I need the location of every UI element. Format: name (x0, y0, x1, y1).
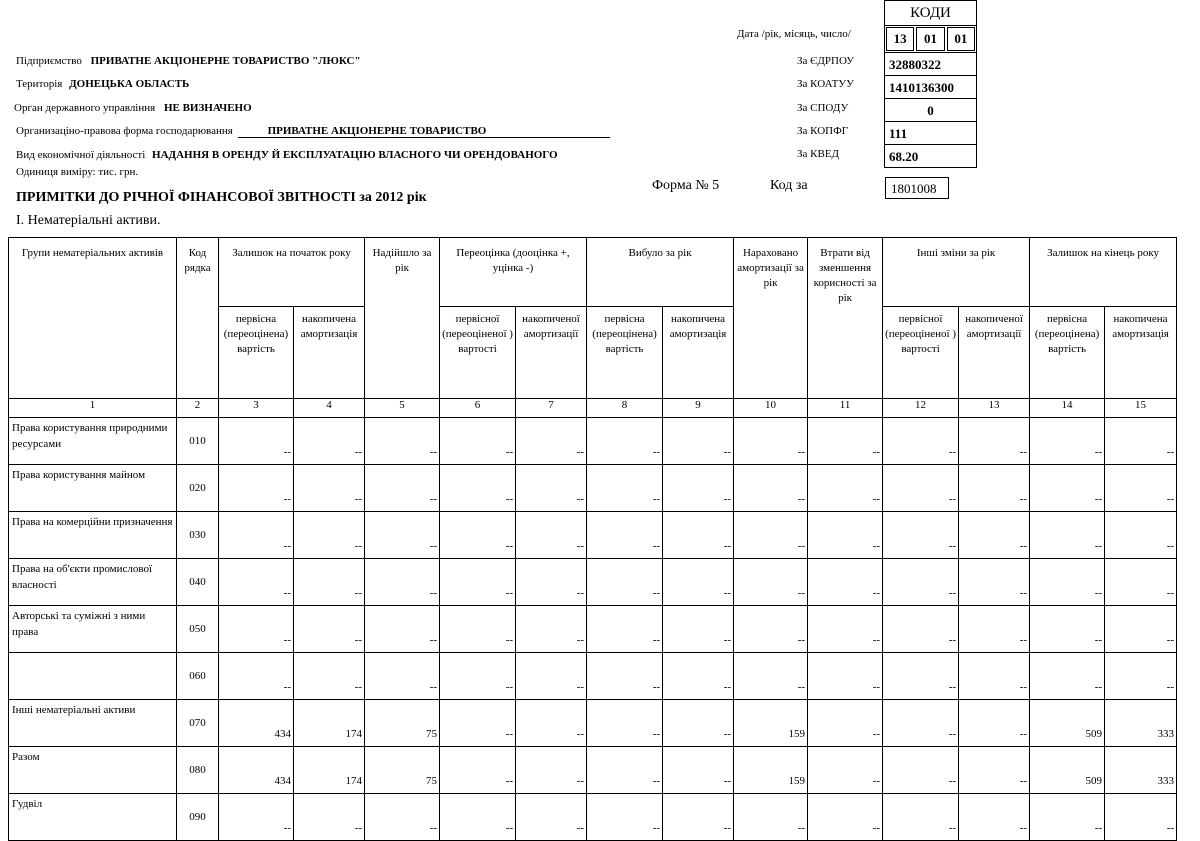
row-name: Інші нематеріальні активи (9, 700, 177, 747)
row-value-col-11: -- (808, 794, 883, 841)
territory-label: Територія (16, 78, 63, 90)
subheader-c13: накопиченої амортизації (959, 307, 1030, 399)
edrpou-label: За ЄДРПОУ (797, 55, 855, 67)
row-value-col-15: -- (1105, 653, 1177, 700)
row-value-col-7: -- (516, 465, 587, 512)
row-code: 070 (177, 700, 219, 747)
column-number: 13 (959, 399, 1030, 418)
row-name: Права користування природними ресурсами (9, 418, 177, 465)
table-row (9, 465, 1177, 512)
row-value-col-13: -- (959, 700, 1030, 747)
row-value-col-15: -- (1105, 512, 1177, 559)
row-value-col-12: -- (883, 465, 959, 512)
header-received: Надійшло за рік (365, 238, 440, 399)
row-value-col-11: -- (808, 559, 883, 606)
row-value-col-5: -- (365, 559, 440, 606)
authority-label: Орган державного управління (14, 102, 156, 114)
row-value-col-3: -- (219, 794, 294, 841)
intangible-assets-table (8, 237, 1177, 841)
row-value-col-4: -- (294, 794, 365, 841)
row-value-col-4: 174 (294, 747, 365, 794)
row-value-col-10: 159 (734, 747, 808, 794)
header-groups: Групи нематеріальних активів (9, 238, 177, 399)
row-value-col-10: -- (734, 606, 808, 653)
unit-label: Одиниця виміру: тис. грн. (16, 166, 139, 178)
territory-field (16, 78, 189, 90)
row-value-col-8: -- (587, 559, 663, 606)
column-number: 7 (516, 399, 587, 418)
row-value-col-12: -- (883, 606, 959, 653)
row-name: Авторські та суміжні з ними права (9, 606, 177, 653)
row-value-col-12: -- (883, 418, 959, 465)
row-value-col-13: -- (959, 512, 1030, 559)
row-value-col-4: -- (294, 606, 365, 653)
date-year: 13 (886, 27, 914, 51)
row-name: Разом (9, 747, 177, 794)
row-code: 060 (177, 653, 219, 700)
edrpou-value: 32880322 (885, 53, 976, 76)
table-row (9, 512, 1177, 559)
row-code: 080 (177, 747, 219, 794)
row-value-col-7: -- (516, 512, 587, 559)
header-revaluation: Переоцінка (дооцінка +, уцінка -) (440, 238, 587, 307)
row-value-col-7: -- (516, 747, 587, 794)
column-number: 6 (440, 399, 516, 418)
row-value-col-9: -- (663, 653, 734, 700)
row-value-col-14: -- (1030, 653, 1105, 700)
row-value-col-8: -- (587, 465, 663, 512)
legal-form-value: ПРИВАТНЕ АКЦІОНЕРНЕ ТОВАРИСТВО (267, 125, 487, 137)
header-disposed: Вибуло за рік (587, 238, 734, 307)
header-balance-start: Залишок на початок року (219, 238, 365, 307)
header-other-changes: Інші зміни за рік (883, 238, 1030, 307)
row-value-col-15: -- (1105, 794, 1177, 841)
row-value-col-10: 159 (734, 700, 808, 747)
header-amortization: Нараховано амортизації за рік (734, 238, 808, 399)
territory-value: ДОНЕЦЬКА ОБЛАСТЬ (69, 78, 190, 90)
activity-label: Вид економічної діяльності (16, 149, 146, 161)
row-value-col-13: -- (959, 794, 1030, 841)
header-impairment: Втрати від зменшення корисності за рік (808, 238, 883, 399)
row-value-col-4: -- (294, 465, 365, 512)
row-value-col-9: -- (663, 606, 734, 653)
subheader-c4: накопичена амортизація (294, 307, 365, 399)
legal-form-line (238, 125, 610, 138)
row-value-col-13: -- (959, 653, 1030, 700)
row-value-col-13: -- (959, 559, 1030, 606)
row-value-col-3: -- (219, 465, 294, 512)
header-balance-end: Залишок на кінець року (1030, 238, 1177, 307)
row-value-col-4: -- (294, 512, 365, 559)
header-row-code: Код рядка (177, 238, 219, 399)
row-value-col-4: -- (294, 418, 365, 465)
row-value-col-7: -- (516, 559, 587, 606)
row-value-col-5: -- (365, 653, 440, 700)
legal-form-label: Организаціно-правова форма господарювання (16, 125, 233, 137)
row-value-col-6: -- (440, 559, 516, 606)
column-number: 5 (365, 399, 440, 418)
row-value-col-6: -- (440, 747, 516, 794)
row-value-col-3: 434 (219, 747, 294, 794)
row-value-col-6: -- (440, 606, 516, 653)
form-title: ПРИМІТКИ ДО РІЧНОЇ ФІНАНСОВОЇ ЗВІТНОСТІ за 2012 рік (16, 190, 427, 205)
date-day: 01 (947, 27, 975, 51)
date-label: Дата /рік, місяць, число/ (737, 28, 851, 40)
row-code: 050 (177, 606, 219, 653)
spodu-value: 0 (885, 99, 976, 122)
row-name (9, 653, 177, 700)
column-number: 15 (1105, 399, 1177, 418)
row-value-col-11: -- (808, 747, 883, 794)
row-code: 010 (177, 418, 219, 465)
table-row (9, 700, 1177, 747)
row-value-col-12: -- (883, 653, 959, 700)
row-value-col-4: -- (294, 653, 365, 700)
codes-title: КОДИ (885, 1, 976, 26)
row-value-col-12: -- (883, 700, 959, 747)
row-value-col-15: -- (1105, 418, 1177, 465)
kopfg-label: За КОПФГ (797, 125, 849, 137)
row-value-col-12: -- (883, 559, 959, 606)
row-value-col-7: -- (516, 418, 587, 465)
row-value-col-10: -- (734, 794, 808, 841)
activity-field (16, 149, 558, 161)
row-value-col-12: -- (883, 794, 959, 841)
subheader-c14: первісна (переоцінена) вартість (1030, 307, 1105, 399)
row-name: Гудвіл (9, 794, 177, 841)
subheader-c15: накопичена амортизація (1105, 307, 1177, 399)
table-row (9, 606, 1177, 653)
column-number: 14 (1030, 399, 1105, 418)
form-code-label: Код за (770, 178, 808, 193)
row-value-col-7: -- (516, 700, 587, 747)
form-number: Форма № 5 (652, 178, 720, 193)
row-value-col-3: -- (219, 559, 294, 606)
row-value-col-14: -- (1030, 794, 1105, 841)
row-value-col-11: -- (808, 465, 883, 512)
enterprise-field (16, 55, 361, 67)
koatuu-label: За КОАТУУ (797, 78, 854, 90)
authority-field (14, 102, 252, 114)
row-value-col-5: 75 (365, 747, 440, 794)
column-number: 1 (9, 399, 177, 418)
row-value-col-3: -- (219, 653, 294, 700)
header-row-1 (9, 238, 1177, 307)
row-value-col-9: -- (663, 465, 734, 512)
row-value-col-9: -- (663, 512, 734, 559)
codes-box (884, 0, 977, 168)
subheader-c7: накопиченої амортизації (516, 307, 587, 399)
table-row (9, 559, 1177, 606)
koatuu-value: 1410136300 (885, 76, 976, 99)
row-value-col-15: -- (1105, 465, 1177, 512)
row-name: Права користування майном (9, 465, 177, 512)
subheader-c8: первісна (переоцінена) вартість (587, 307, 663, 399)
authority-value: НЕ ВИЗНАЧЕНО (163, 102, 252, 114)
row-value-col-12: -- (883, 747, 959, 794)
row-value-col-5: -- (365, 465, 440, 512)
row-value-col-6: -- (440, 794, 516, 841)
row-name: Права на об'єкти промислової власності (9, 559, 177, 606)
row-value-col-11: -- (808, 512, 883, 559)
row-value-col-15: 333 (1105, 700, 1177, 747)
row-value-col-14: -- (1030, 418, 1105, 465)
row-value-col-4: 174 (294, 700, 365, 747)
enterprise-value: ПРИВАТНЕ АКЦІОНЕРНЕ ТОВАРИСТВО "ЛЮКС" (90, 55, 361, 67)
row-value-col-14: -- (1030, 606, 1105, 653)
row-value-col-9: -- (663, 700, 734, 747)
column-number-row (9, 399, 1177, 418)
row-code: 090 (177, 794, 219, 841)
row-value-col-8: -- (587, 653, 663, 700)
row-value-col-6: -- (440, 418, 516, 465)
row-value-col-12: -- (883, 512, 959, 559)
row-value-col-9: -- (663, 559, 734, 606)
row-value-col-10: -- (734, 418, 808, 465)
enterprise-label: Підприємство (16, 55, 82, 67)
kved-value: 68.20 (885, 145, 976, 168)
row-value-col-11: -- (808, 606, 883, 653)
row-code: 040 (177, 559, 219, 606)
row-value-col-3: -- (219, 606, 294, 653)
row-value-col-3: -- (219, 512, 294, 559)
row-value-col-8: -- (587, 606, 663, 653)
activity-value: НАДАННЯ В ОРЕНДУ Й ЕКСПЛУАТАЦІЮ ВЛАСНОГО ЧИ ОРЕНДОВАНОГО (152, 149, 558, 161)
row-value-col-8: -- (587, 512, 663, 559)
row-value-col-6: -- (440, 700, 516, 747)
row-value-col-5: -- (365, 606, 440, 653)
form-code-value: 1801008 (885, 177, 949, 199)
legal-form-field (16, 125, 610, 138)
row-name: Права на комерційни призначення (9, 512, 177, 559)
row-value-col-9: -- (663, 794, 734, 841)
row-value-col-14: -- (1030, 559, 1105, 606)
row-value-col-8: -- (587, 700, 663, 747)
column-number: 8 (587, 399, 663, 418)
row-value-col-7: -- (516, 606, 587, 653)
subheader-c3: первісна (переоцінена) вартість (219, 307, 294, 399)
column-number: 10 (734, 399, 808, 418)
row-value-col-11: -- (808, 653, 883, 700)
row-value-col-13: -- (959, 465, 1030, 512)
spodu-label: За СПОДУ (797, 102, 849, 114)
row-value-col-6: -- (440, 653, 516, 700)
row-value-col-5: 75 (365, 700, 440, 747)
row-value-col-10: -- (734, 653, 808, 700)
row-value-col-15: 333 (1105, 747, 1177, 794)
row-value-col-8: -- (587, 418, 663, 465)
row-value-col-4: -- (294, 559, 365, 606)
column-number: 12 (883, 399, 959, 418)
row-value-col-15: -- (1105, 606, 1177, 653)
row-value-col-5: -- (365, 794, 440, 841)
subheader-c12: первісної (переоціненої ) вартості (883, 307, 959, 399)
row-value-col-7: -- (516, 653, 587, 700)
column-number: 11 (808, 399, 883, 418)
column-number: 9 (663, 399, 734, 418)
row-value-col-14: -- (1030, 465, 1105, 512)
table-row (9, 653, 1177, 700)
table-row (9, 794, 1177, 841)
row-value-col-10: -- (734, 465, 808, 512)
row-value-col-3: 434 (219, 700, 294, 747)
table-row (9, 418, 1177, 465)
row-value-col-5: -- (365, 512, 440, 559)
date-cells (885, 26, 976, 53)
date-month: 01 (916, 27, 944, 51)
row-value-col-10: -- (734, 559, 808, 606)
row-value-col-5: -- (365, 418, 440, 465)
row-value-col-6: -- (440, 465, 516, 512)
row-value-col-8: -- (587, 747, 663, 794)
column-number: 3 (219, 399, 294, 418)
row-code: 030 (177, 512, 219, 559)
row-value-col-10: -- (734, 512, 808, 559)
row-value-col-11: -- (808, 418, 883, 465)
subheader-c9: накопичена амортизація (663, 307, 734, 399)
table-row (9, 747, 1177, 794)
kved-label: За КВЕД (797, 148, 840, 160)
row-value-col-14: -- (1030, 512, 1105, 559)
row-value-col-9: -- (663, 418, 734, 465)
row-value-col-14: 509 (1030, 747, 1105, 794)
column-number: 2 (177, 399, 219, 418)
kopfg-value: 111 (885, 122, 976, 145)
subheader-c6: первісної (переоціненої ) вартості (440, 307, 516, 399)
row-value-col-6: -- (440, 512, 516, 559)
row-value-col-13: -- (959, 418, 1030, 465)
row-value-col-15: -- (1105, 559, 1177, 606)
row-value-col-9: -- (663, 747, 734, 794)
row-code: 020 (177, 465, 219, 512)
row-value-col-7: -- (516, 794, 587, 841)
row-value-col-11: -- (808, 700, 883, 747)
column-number: 4 (294, 399, 365, 418)
row-value-col-13: -- (959, 747, 1030, 794)
row-value-col-8: -- (587, 794, 663, 841)
table-body (9, 418, 1177, 841)
row-value-col-13: -- (959, 606, 1030, 653)
section-title: I. Нематеріальні активи. (16, 213, 161, 228)
row-value-col-3: -- (219, 418, 294, 465)
row-value-col-14: 509 (1030, 700, 1105, 747)
